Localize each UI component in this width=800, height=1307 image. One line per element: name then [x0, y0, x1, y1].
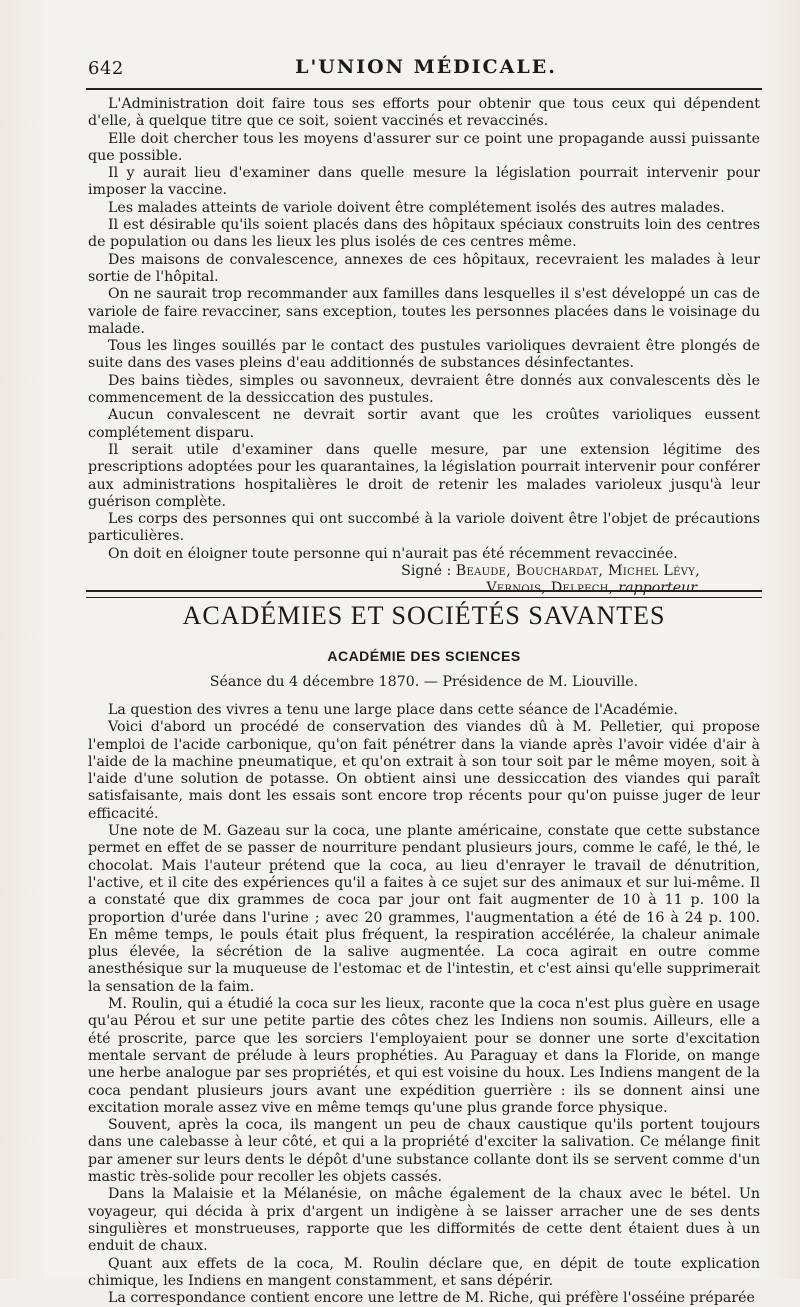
page-header: [88, 56, 764, 86]
signature-names-2: Vernois, Delpech,: [486, 580, 619, 597]
paragraph: L'Administration doit faire tous ses efforts pour obtenir que tous ceux qui dépendent d'elle, à quelque titre que ce soit, soient vaccinés et revaccinés.: [88, 96, 760, 130]
section-subtitle: ACADÉMIE DES SCIENCES: [327, 648, 521, 664]
paragraph: On ne saurait trop recommander aux familles dans lesquelles il s'est développé un cas de variole de faire revacciner, sans exception, toutes les personnes placées dans le voisinage du malade.: [88, 286, 760, 337]
paragraph: Il y aurait lieu d'examiner dans quelle mesure la législation pourrait intervenir pour imposer la vaccine.: [88, 165, 760, 199]
paragraph: Aucun convalescent ne devrait sortir avant que les croûtes varioliques eussent complétement disparu.: [88, 407, 760, 441]
paragraph: Les malades atteints de variole doivent être complétement isolés des autres malades.: [108, 199, 725, 216]
paragraph: La correspondance contient encore une lettre de M. Riche, qui préfère l'osséine préparée: [108, 1290, 755, 1307]
paragraph: Tous les linges souillés par le contact des pustules varioliques devraient être plongés de suite dans des vases pleins d'eau additionnés de substances désinfectantes.: [88, 338, 760, 372]
academy-article-body: [88, 702, 760, 1307]
running-title: L'UNION MÉDICALE.: [295, 56, 557, 78]
section-divider: [86, 590, 762, 598]
paragraph: Il est désirable qu'ils soient placés dans des hôpitaux spéciaux construits loin des centres de population ou dans les lieux les plus isolés de ces centres même.: [88, 217, 760, 251]
signature-prefix: Signé :: [401, 563, 456, 580]
paragraph: On doit en éloigner toute personne qui n'aurait pas été récemment revaccinée.: [108, 545, 678, 562]
paragraph: Dans la Malaisie et la Mélanésie, on mâche également de la chaux avec le bétel. Un voyageur, qui décida à prix d'argent un indigène à se laisser arracher une de ses dents singulières et monstrueuses, rapporte que les difformités de cette dent étaient dues à un enduit de chaux.: [88, 1186, 760, 1255]
paragraph: M. Roulin, qui a étudié la coca sur les lieux, raconte que la coca n'est plus guère en usage qu'au Pérou et sur une petite partie des côtes chez les Indiens non soumis. Ailleurs, elle a été proscrite, parce que les sorciers l'employaient pour se donner une sorte d'excitation mentale servant de prélude à leurs prophéties. Au Paraguay et dans la Floride, on mange une herbe analogue par ses propriétés, et qui est voisine du houx. Les Indiens mangent de la coca pendant plusieurs jours avant une expédition guerrière : ils se donnent ainsi une excitation morale assez vive en même temqs qu'une plus grande force physique.: [88, 996, 760, 1116]
paragraph: La question des vivres a tenu une large place dans cette séance de l'Académie.: [108, 702, 678, 718]
top-article-body: [88, 96, 760, 598]
session-line: Séance du 4 décembre 1870. — Présidence de M. Liouville.: [209, 674, 639, 690]
page-number: 642: [88, 58, 124, 79]
paragraph: Voici d'abord un procédé de conservation des viandes dû à M. Pelletier, qui propose l'emploi de l'acide carbonique, qu'on fait pénétrer dans la viande après l'avoir vidée d'air à l'aide de la machine pneumatique, et qu'on extrait à son tour soit par le même moyen, soit à l'aide d'une solution de potasse. On obtient ainsi une dessiccation des viandes qui paraît satisfaisante, mais dont les essais sont encore trop récents pour qu'on puisse juger de leur efficacité.: [88, 719, 760, 822]
header-rule: [86, 88, 762, 90]
paragraph: Une note de M. Gazeau sur la coca, une plante américaine, constate que cette substance permet en effet de se passer de nourriture pendant plusieurs jours, comme le café, le thé, le chocolat. Mais l'auteur prétend que la coca, au lieu d'enrayer le travail de dénutrition, l'active, et il cite des expériences qu'il a faites à ce sujet sur des animaux et sur lui-même. Il a constaté que dix grammes de coca par jour ont fait augmenter de 10 à 11 p. 100 la proportion d'urée dans l'urine ; avec 20 grammes, l'augmentation a été de 16 à 24 p. 100. En même temps, le pouls était plus fréquent, la respiration accélérée, la chaleur animale plus élevée, la sécrétion de la salive augmentée. La coca agirait en outre comme anesthésique sur la muqueuse de l'estomac et de l'intestin, et c'est ainsi qu'elle supprimerait la sensation de la faim.: [88, 823, 760, 995]
signature-names-1: Beaude, Bouchardat, Michel Lévy,: [455, 563, 700, 580]
section-title: ACADÉMIES ET SOCIÉTÉS SAVANTES: [182, 601, 666, 630]
signature-line-1: [88, 563, 760, 580]
paragraph: Des bains tièdes, simples ou savonneux, devraient être donnés aux convalescents dès le commencement de la dessiccation des pustules.: [88, 372, 760, 407]
paragraph: Des maisons de convalescence, annexes de ces hôpitaux, recevraient les malades à leur sortie de l'hôpital.: [88, 251, 760, 285]
paragraph: Souvent, après la coca, ils mangent un peu de chaux caustique qu'ils portent toujours dans une calebasse à leur côté, et qui a la propriété d'exciter la salivation. Ce mélange finit par amener sur leurs dents le dépôt d'une substance collante dont ils se servent comme d'un mastic très-solide pour recoller les objets cassés.: [88, 1117, 760, 1186]
paragraph: Les corps des personnes qui ont succombé à la variole doivent être l'objet de précautions particulières.: [88, 511, 760, 545]
paragraph: Il serait utile d'examiner dans quelle mesure, par une extension légitime des prescriptions adoptées pour les quarantaines, la législation pourrait intervenir pour conférer aux administrations hospitalières le droit de retenir les malades varioleux jusqu'à leur guérison complète.: [88, 441, 760, 510]
signature-role: rapporteur.: [618, 580, 700, 597]
paragraph: Elle doit chercher tous les moyens d'assurer sur ce point une propagande aussi puissante que possible.: [88, 130, 760, 164]
paragraph: Quant aux effets de la coca, M. Roulin déclare que, en dépit de toute explication chimique, les Indiens en mangent constamment, et sans dépérir.: [88, 1255, 760, 1289]
